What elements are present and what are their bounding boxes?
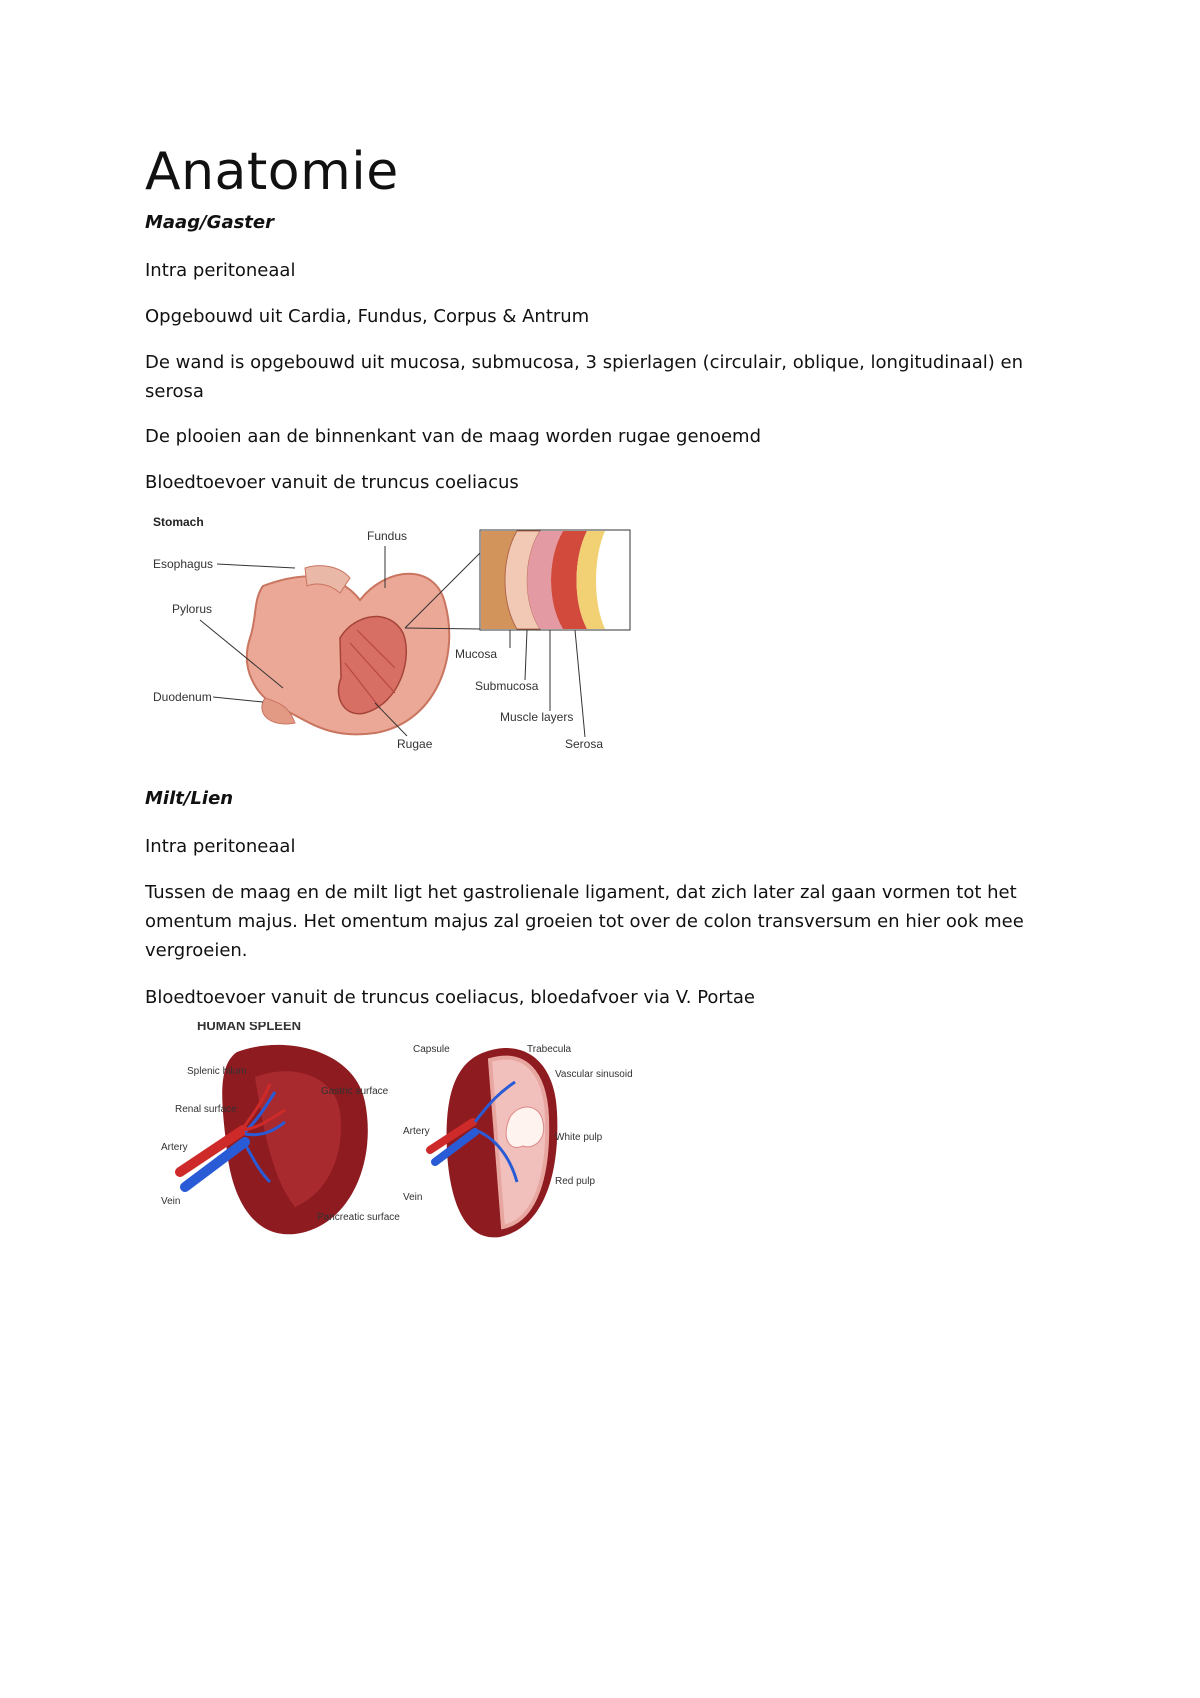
label-serosa: Serosa (565, 737, 604, 751)
label-renal-surface: Renal surface (175, 1104, 237, 1115)
document-title: Anatomie (145, 142, 399, 202)
label-white-pulp: White pulp (555, 1132, 603, 1143)
label-splenic-hilum: Splenic hilum (187, 1066, 247, 1077)
label-artery: Artery (161, 1142, 188, 1153)
spleen-diagram (145, 1022, 665, 1257)
label-mucosa: Mucosa (455, 647, 498, 661)
label-red-pulp: Red pulp (555, 1176, 596, 1187)
paragraph: Intra peritoneaal (145, 260, 296, 281)
label-vascular-sinusoid: Vascular sinusoid (555, 1069, 633, 1080)
section-heading-stomach: Maag/Gaster (145, 212, 274, 233)
paragraph: De wand is opgebouwd uit mucosa, submucosa, 3 spierlagen (circulair, oblique, longitudinaal) en serosa (145, 352, 1023, 402)
label-vein: Vein (403, 1192, 423, 1203)
label-fundus: Fundus (367, 529, 408, 543)
label-pylorus: Pylorus (172, 602, 213, 616)
paragraph: Opgebouwd uit Cardia, Fundus, Corpus & Antrum (145, 306, 590, 327)
label-gastric-surface: Gastric surface (321, 1086, 389, 1097)
figure-title: HUMAN SPLEEN (197, 1022, 302, 1033)
figure-title: Stomach (153, 515, 204, 529)
paragraph: Bloedtoevoer vanuit de truncus coeliacus (145, 472, 519, 493)
section-heading-spleen: Milt/Lien (145, 788, 234, 809)
paragraph: Intra peritoneaal (145, 836, 296, 857)
label-artery: Artery (403, 1126, 430, 1137)
label-vein: Vein (161, 1196, 181, 1207)
label-duodenum: Duodenum (153, 690, 212, 704)
paragraph: De plooien aan de binnenkant van de maag worden rugae genoemd (145, 426, 762, 447)
label-esophagus: Esophagus (153, 557, 214, 571)
paragraph: Bloedtoevoer vanuit de truncus coeliacus, bloedafvoer via V. Portae (145, 987, 755, 1008)
label-muscle-layers: Muscle layers (500, 710, 574, 724)
label-capsule: Capsule (413, 1044, 450, 1055)
paragraph: Tussen de maag en de milt ligt het gastrolienale ligament, dat zich later zal gaan vormen tot het omentum majus. Het omentum majus zal groeien tot over de colon transversum en hier ook mee vergroeien. (145, 882, 1024, 961)
label-submucosa: Submucosa (475, 679, 539, 693)
label-rugae: Rugae (397, 737, 433, 751)
label-trabecula: Trabecula (527, 1044, 572, 1055)
stomach-diagram (145, 508, 645, 778)
label-pancreatic-surface: Pancreatic surface (317, 1212, 400, 1223)
